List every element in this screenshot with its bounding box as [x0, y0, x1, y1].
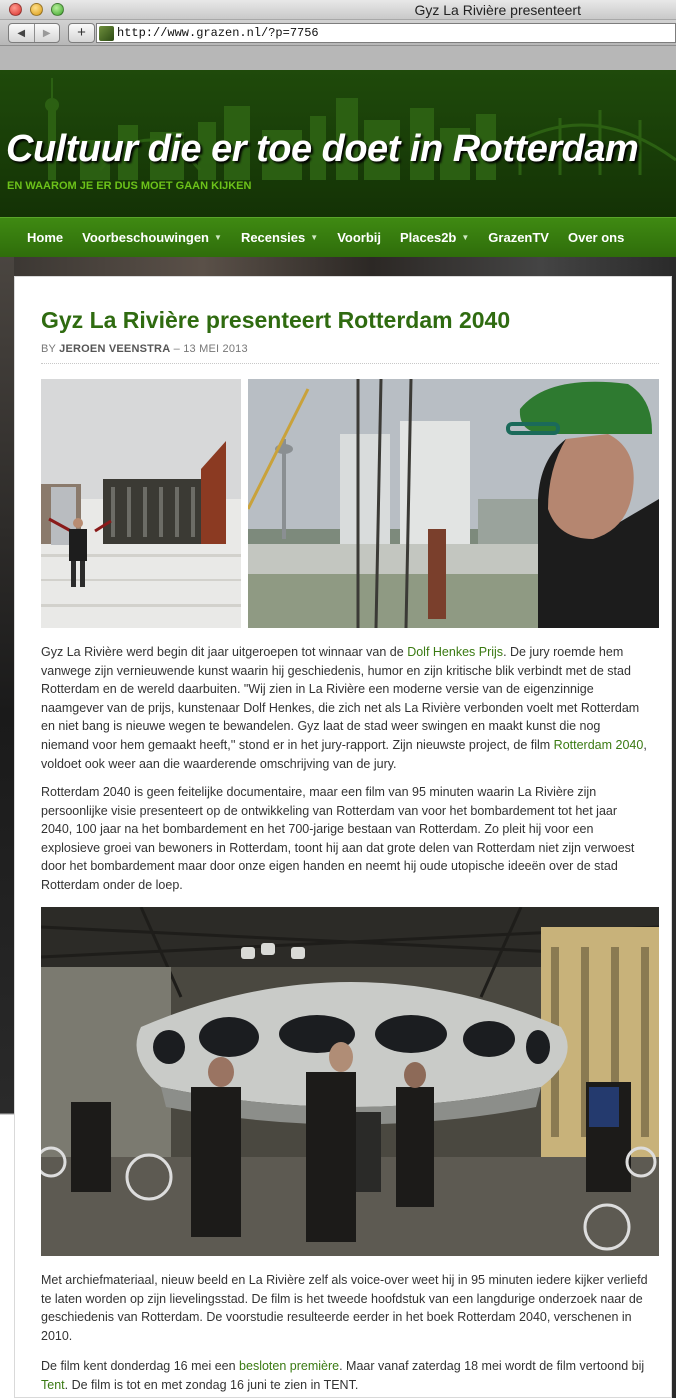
link-dolf-henkes-prijs[interactable]: Dolf Henkes Prijs [407, 645, 504, 659]
site-tagline: EN WAAROM JE ER DUS MOET GAAN KIJKEN [7, 180, 252, 192]
back-button[interactable]: ◀ [17, 27, 26, 39]
browser-toolbar [0, 20, 676, 46]
photo-artist-in-snow[interactable] [41, 379, 241, 628]
chevron-down-icon: ▼ [461, 233, 470, 242]
nav-voorbij[interactable] [337, 230, 381, 245]
nav-recensies[interactable] [241, 230, 318, 245]
p4-text-1: De film kent donderdag 16 mei een [41, 1359, 240, 1373]
address-bar[interactable] [96, 23, 676, 43]
nav-places2b[interactable] [400, 230, 469, 245]
forward-button[interactable]: ▶ [34, 24, 60, 42]
nav-over-ons[interactable] [568, 230, 624, 245]
post-byline [41, 343, 248, 355]
url-text[interactable]: http://www.grazen.nl/?p=7756 [117, 26, 319, 40]
photo-futuro-house-in-hall[interactable] [41, 907, 659, 1256]
nav-places2b-label: Places2b [400, 230, 457, 245]
byline-by: BY [41, 343, 56, 355]
post-title[interactable]: Gyz La Rivière presenteert Rotterdam 2040 [41, 307, 511, 333]
link-besloten-premiere[interactable]: besloten première [239, 1359, 340, 1373]
nav-voorbeschouwingen-label: Voorbeschouwingen [82, 230, 210, 245]
nav-home[interactable] [27, 230, 63, 245]
nav-voorbij-label: Voorbij [337, 230, 381, 245]
paragraph-3: Met archiefmateriaal, nieuw beeld en La Rivière zelf als voice-over weet hij in 95 minuten iedere kijker verliefd te laten worden op zijn lievelingsstad. De film is het tweede hoofdstuk van een langdurige onderzoek naar de geschiedenis van Rotterdam. De voorstudie resulteerde eerder in het boek Rotterdam 2040, verschenen in 2010. [41, 1273, 648, 1343]
window-title: Gyz La Rivière presenteert [414, 2, 581, 18]
author-link[interactable]: JEROEN VEENSTRA [59, 343, 171, 355]
add-bookmark-button[interactable]: + [68, 23, 95, 43]
link-tent[interactable]: Tent [41, 1377, 65, 1392]
p1-text-3: , voldoet ook weer aan die waarderende omschrijving van de jury. [41, 737, 647, 771]
paragraph-2: Rotterdam 2040 is geen feitelijke documentaire, maar een film van 95 minuten waarin La Rivière zijn persoonlijke visie presenteert op de ontwikkeling van Rotterdam van voor het bombardement tot het jaar 2040, 100 jaar na het bombardement en het 700-jarige bestaan van Rotterdam. Zo pleit hij voor een explosieve groei van bewoners in Rotterdam, toont hij aan dat grote delen van Rotterdam niet zijn verwoest door het bombardement maar door onze eigen handen en neemt hij oude utopische ideeën over de stad Rotterdam onder de loep. [41, 785, 635, 892]
history-buttons [8, 23, 60, 43]
nav-grazentv-label: GrazenTV [488, 230, 549, 245]
chevron-down-icon: ▼ [214, 233, 222, 242]
chevron-down-icon: ▼ [310, 233, 319, 242]
background-photo-edge [0, 257, 14, 1398]
nav-home-label: Home [27, 230, 64, 245]
p1-text-2: . De jury roemde hem vanwege zijn vernieuwende kunst waarin hij geschiedenis, humor en zijn kritische blik verbindt met de stad Rotterdam en de wereld daarbuiten. "Wij zien in La Rivière een moderne versie van de eigenzinnige naamgever van de prijs, kunstenaar Dolf Henkes, die zich net als La Rivière verbonden voelt met Rotterdam en niet bang is nieuwe wegen te bewandelen. Gyz laat de stad weer swingen en maakt kunst die nog niemand voor hem gemaakt heeft,'' stond er in het jury-rapport. Zijn nieuwste project, de film [41, 645, 640, 752]
p1-text-1: Gyz La Rivière werd begin dit jaar uitgeroepen tot winnaar van de [41, 645, 408, 659]
nav-recensies-label: Recensies [240, 230, 306, 245]
nav-over-ons-label: Over ons [567, 230, 625, 245]
main-navigation [0, 217, 676, 257]
p4-text-2: . Maar vanaf zaterdag 18 mei wordt de film vertoond bij [339, 1359, 645, 1373]
site-favicon-icon [99, 26, 114, 41]
window-titlebar [0, 0, 676, 20]
title-divider [41, 363, 659, 364]
paragraph-1 [41, 643, 651, 773]
photo-rotterdam-skyline-man[interactable] [248, 379, 659, 628]
browser-chrome-gap [0, 46, 676, 70]
site-title[interactable]: Cultuur die er toe doet in Rotterdam [6, 128, 639, 170]
link-rotterdam-2040[interactable]: Rotterdam 2040 [553, 737, 644, 752]
byline-separator: – [170, 343, 184, 355]
post-date: 13 MEI 2013 [183, 343, 248, 355]
p4-text-3: . De film is tot en met zondag 16 juni te zien in TENT. [64, 1377, 359, 1392]
paragraph-4 [41, 1357, 651, 1394]
nav-grazentv[interactable] [488, 230, 549, 245]
site-header [0, 70, 676, 217]
nav-voorbeschouwingen[interactable] [82, 230, 222, 245]
article-card [14, 276, 672, 1398]
